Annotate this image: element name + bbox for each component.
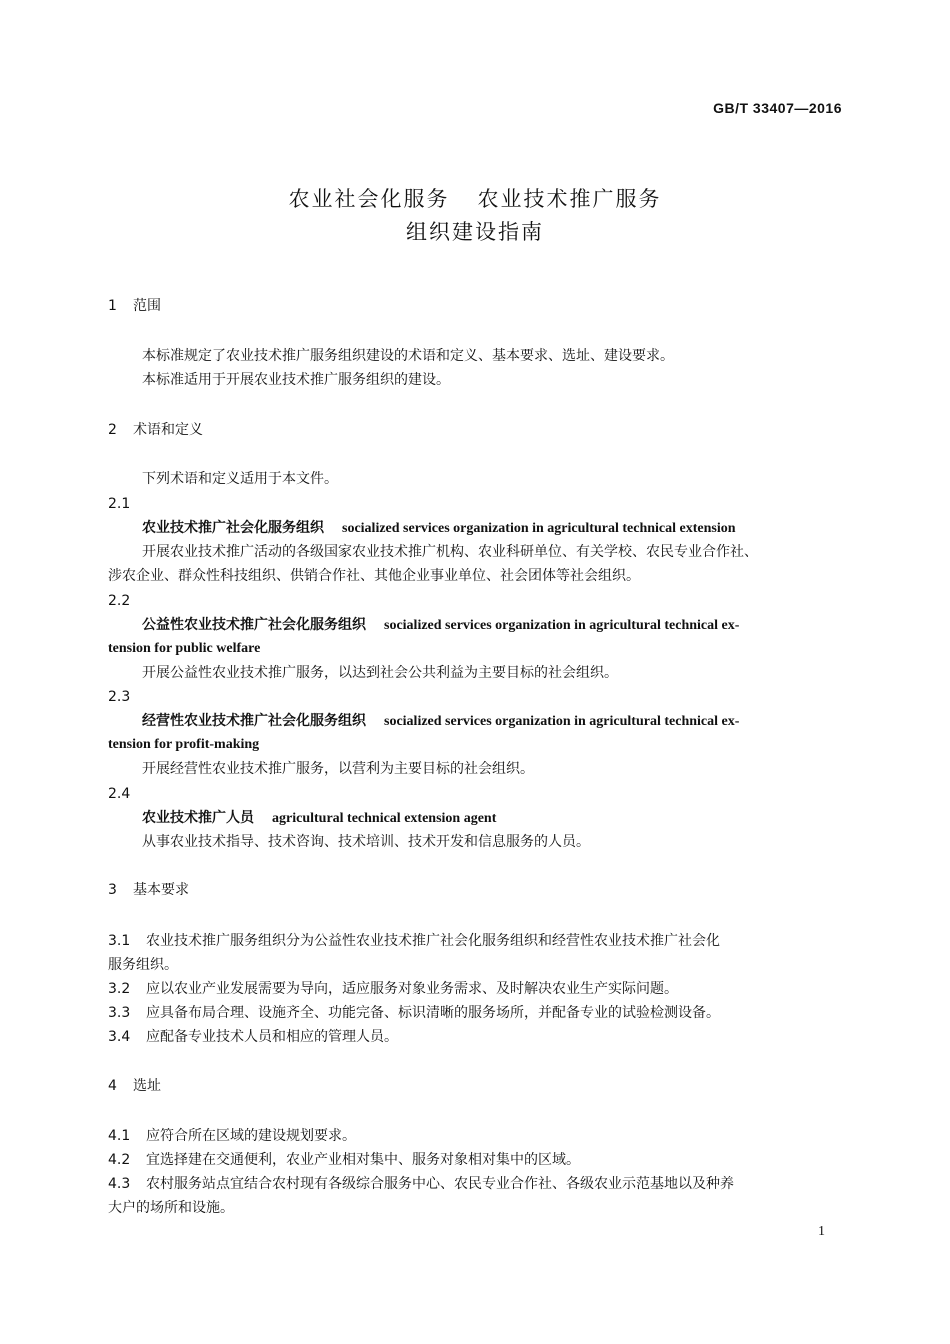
term-2-1-number: 2.1 xyxy=(108,496,131,512)
term-2-4-definition: 从事农业技术指导、技术咨询、技术培训、技术开发和信息服务的人员。 xyxy=(142,834,590,850)
clause-3-1-line-1: 3.1 农业技术推广服务组织分为公益性农业技术推广社会化服务组织和经营性农业技术推广社会化 xyxy=(108,933,720,949)
clause-3-4: 3.4 应配备专业技术人员和相应的管理人员。 xyxy=(108,1029,398,1045)
term-2-1-definition-line-2: 涉农企业、群众性科技组织、供销合作社、其他企业事业单位、社会团体等社会组织。 xyxy=(108,568,640,584)
clause-4-3-line-1: 4.3 农村服务站点宜结合农村现有各级综合服务中心、农民专业合作社、各级农业示范基地以及种养 xyxy=(108,1176,734,1192)
document-title-line-2: 组织建设指南 xyxy=(406,220,544,244)
clause-4-3-line-2: 大户的场所和设施。 xyxy=(108,1200,234,1216)
section-4-heading: 4 选址 xyxy=(108,1078,161,1094)
title-part-b: 农业技术推广服务 xyxy=(477,187,662,211)
term-2-2-number: 2.2 xyxy=(108,593,131,609)
section-2-heading: 2 术语和定义 xyxy=(108,422,203,438)
term-2-1-title: 农业技术推广社会化服务组织 socialized services organization in agricultural technical extension xyxy=(142,520,736,536)
section-1-heading: 1 范围 xyxy=(108,298,161,314)
term-2-1-definition-line-1: 开展农业技术推广活动的各级国家农业技术推广机构、农业科研单位、有关学校、农民专业合作社、 xyxy=(142,544,758,560)
standard-code: GB/T 33407—2016 xyxy=(713,100,842,116)
term-2-2-title-continued: tension for public welfare xyxy=(108,641,261,656)
document-title-line-1 xyxy=(0,183,950,213)
title-part-a: 农业社会化服务 xyxy=(288,187,450,211)
section-1-para-2: 本标准适用于开展农业技术推广服务组织的建设。 xyxy=(142,372,450,388)
term-2-4-number: 2.4 xyxy=(108,786,131,802)
section-1-para-1: 本标准规定了农业技术推广服务组织建设的术语和定义、基本要求、选址、建设要求。 xyxy=(142,348,674,364)
term-2-3-title: 经营性农业技术推广社会化服务组织 socialized services organization in agricultural technical ex- xyxy=(142,713,740,729)
clause-3-2: 3.2 应以农业产业发展需要为导向，适应服务对象业务需求、及时解决农业生产实际问题。 xyxy=(108,981,678,997)
section-3-heading: 3 基本要求 xyxy=(108,882,189,898)
term-2-2-definition: 开展公益性农业技术推广服务，以达到社会公共利益为主要目标的社会组织。 xyxy=(142,665,618,681)
term-2-3-title-continued: tension for profit-making xyxy=(108,737,260,752)
term-2-2-title: 公益性农业技术推广社会化服务组织 socialized services organization in agricultural technical ex- xyxy=(142,617,740,633)
term-2-3-definition: 开展经营性农业技术推广服务，以营利为主要目标的社会组织。 xyxy=(142,761,534,777)
clause-4-1: 4.1 应符合所在区域的建设规划要求。 xyxy=(108,1128,356,1144)
clause-4-2: 4.2 宜选择建在交通便利，农业产业相对集中、服务对象相对集中的区域。 xyxy=(108,1152,580,1168)
page-number: 1 xyxy=(818,1224,825,1239)
section-2-intro: 下列术语和定义适用于本文件。 xyxy=(142,471,338,487)
term-2-3-number: 2.3 xyxy=(108,689,131,705)
clause-3-3: 3.3 应具备布局合理、设施齐全、功能完备、标识清晰的服务场所，并配备专业的试验检测设备。 xyxy=(108,1005,720,1021)
clause-3-1-line-2: 服务组织。 xyxy=(108,957,178,973)
term-2-4-title: 农业技术推广人员 agricultural technical extension agent xyxy=(142,810,497,826)
